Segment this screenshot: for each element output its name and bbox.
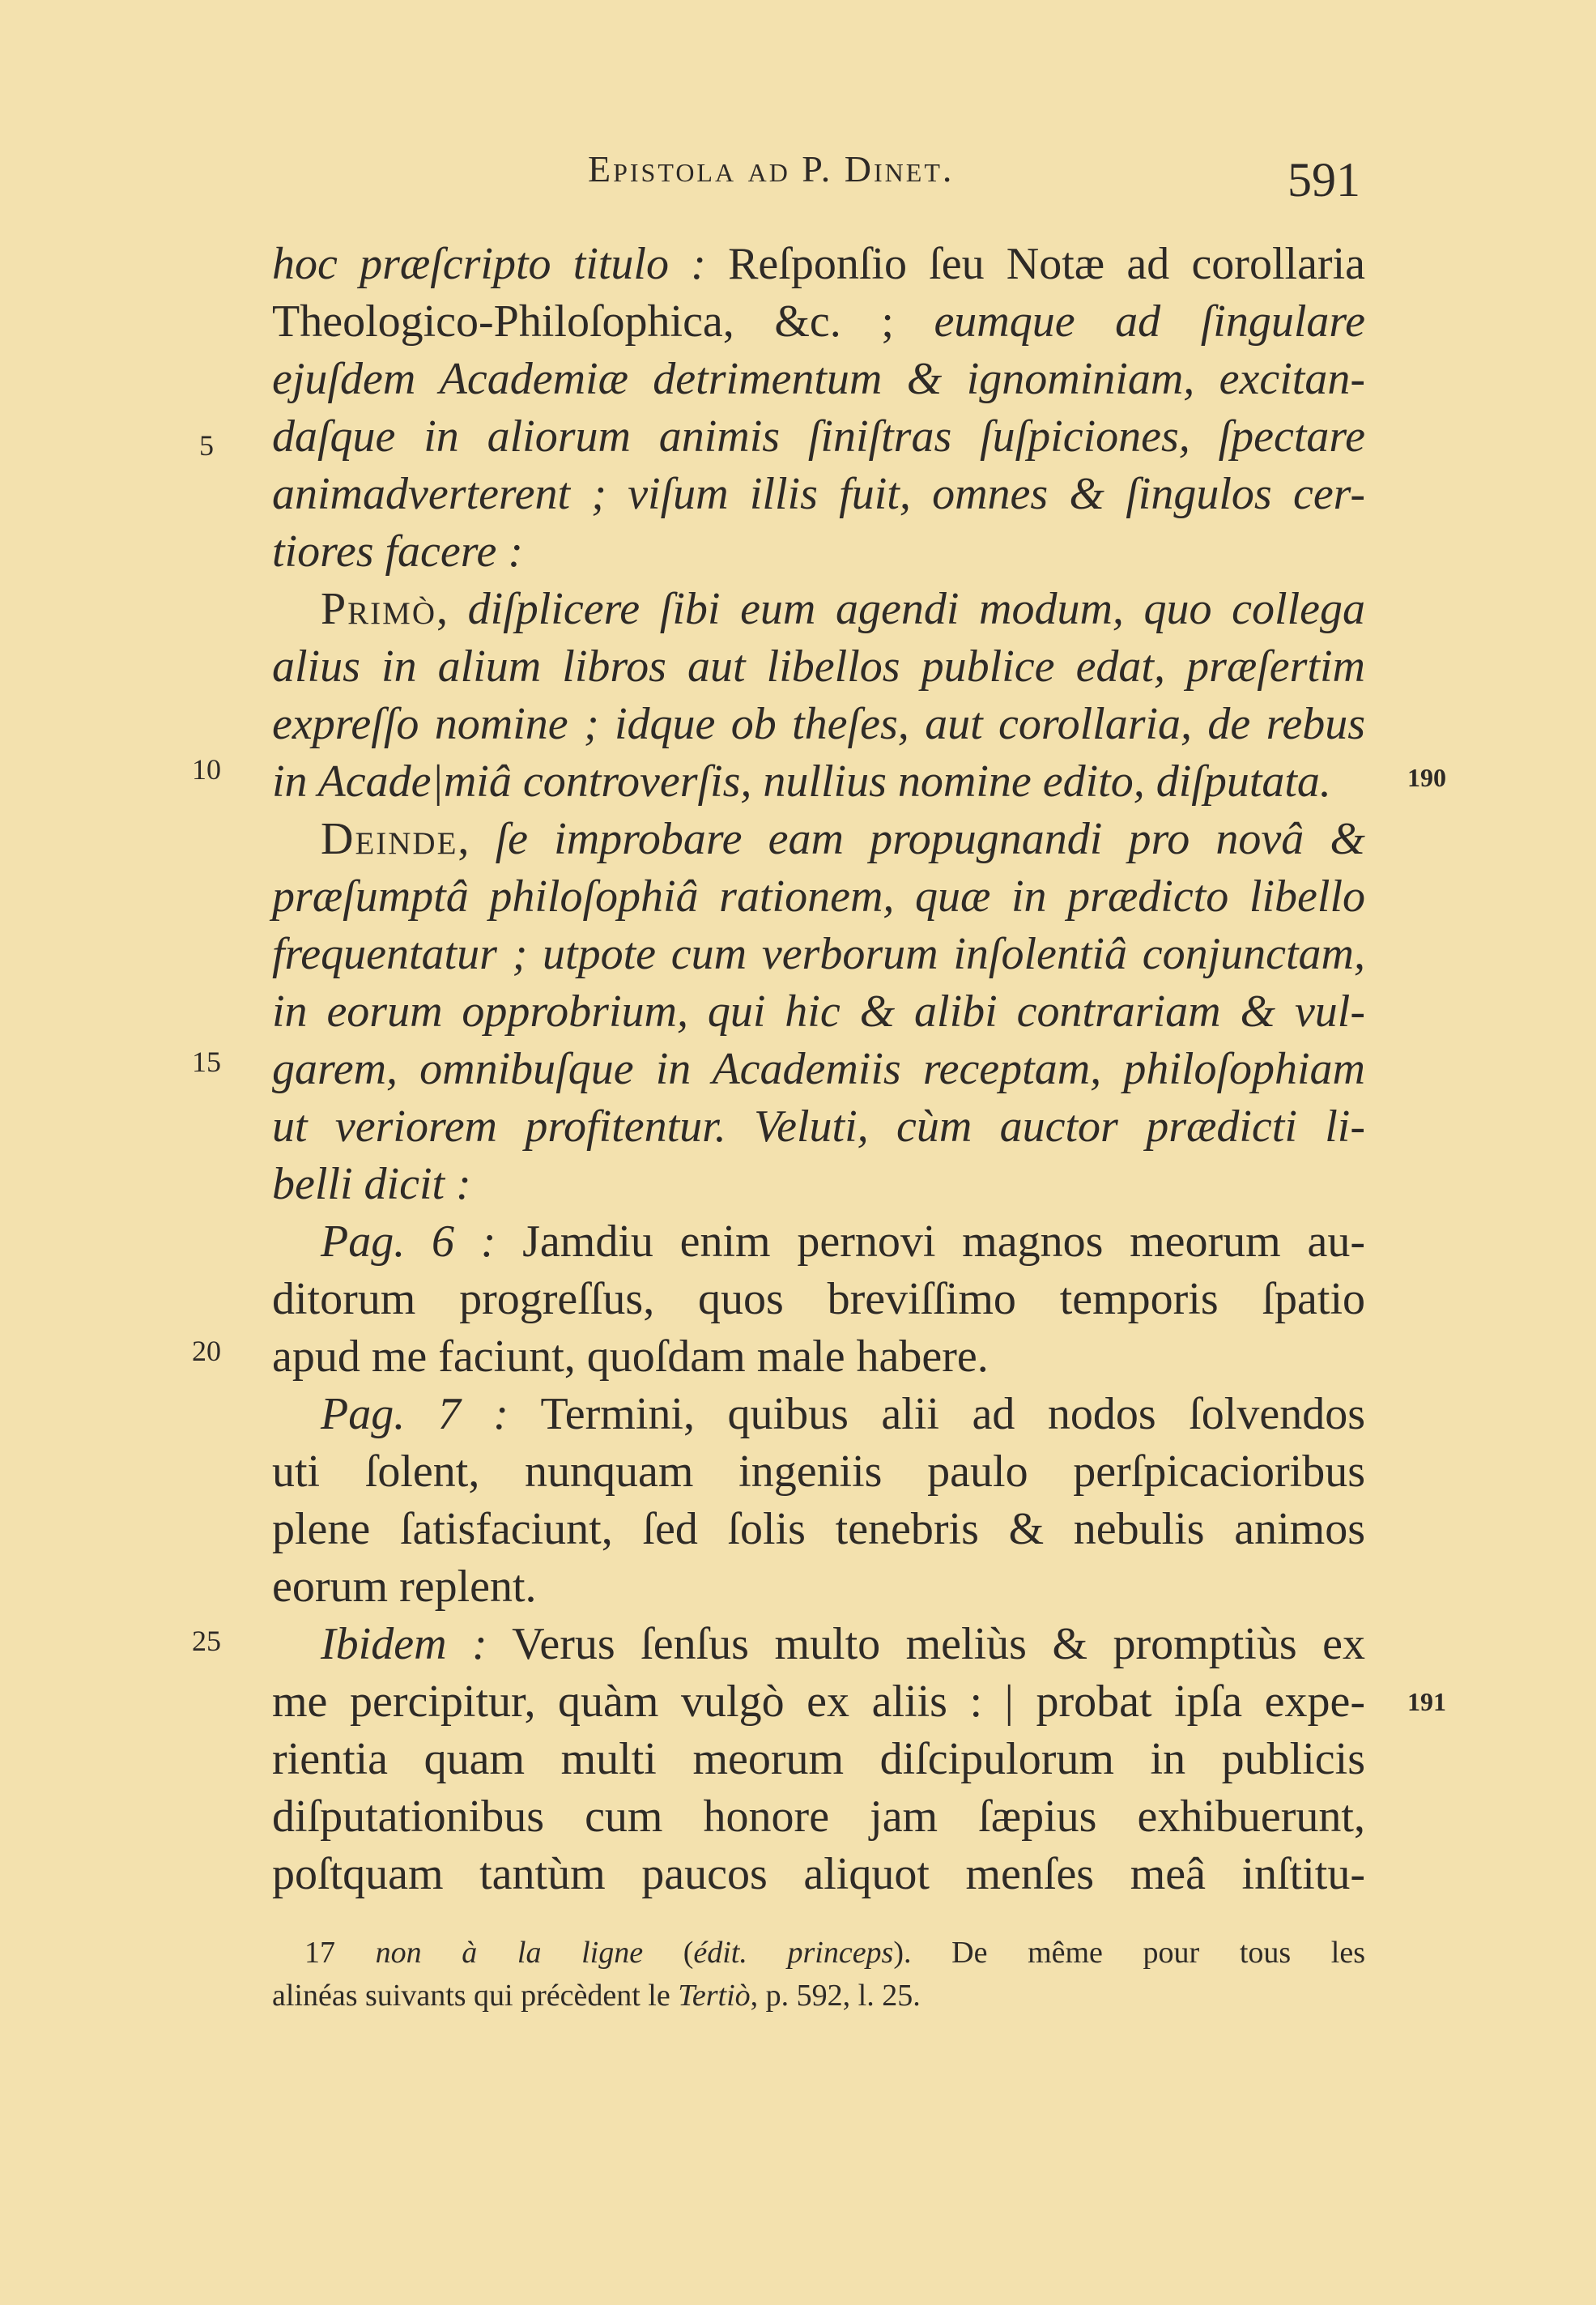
text-run: Termini, quibus alii ad nodos ſolvendos	[508, 1389, 1365, 1439]
text-line	[321, 1615, 1365, 1673]
line-number: 20	[192, 1335, 221, 1367]
footnote-line	[272, 1975, 1365, 2017]
margin-reference: 190	[1407, 763, 1446, 792]
text-line	[272, 1730, 1365, 1788]
text-run: Reſponſio ſeu Notæ ad corollaria	[705, 239, 1365, 289]
line-number: 5	[199, 429, 214, 462]
text-run: non à la ligne	[375, 1936, 644, 1970]
text-run: in eorum opprobrium, qui hic & alibi contrariam & vul-	[272, 986, 1365, 1037]
text-run: animadverterent ; viſum illis fuit, omnes & ſingulos cer-	[272, 469, 1365, 519]
text-line	[272, 1097, 1365, 1156]
text-line	[272, 1672, 1365, 1731]
text-line	[321, 1212, 1365, 1271]
text-line	[321, 1385, 1365, 1443]
text-run: rientia quam multi meorum diſcipulorum in publicis	[272, 1734, 1365, 1784]
text-run: in Acade|miâ controverſis, nullius nomine edito, diſputata.	[272, 756, 1331, 807]
text-run: diſplicere ſibi eum agendi modum, quo collega	[467, 584, 1365, 634]
text-run: eumque ad ſingulare	[934, 296, 1365, 347]
text-run: Pag. 6 :	[321, 1216, 496, 1267]
text-line	[272, 1270, 1365, 1328]
text-run: ut veriorem profitentur. Veluti, cùm auctor prædicti li-	[272, 1101, 1365, 1152]
text-line	[272, 235, 1365, 293]
text-line	[272, 1327, 1365, 1386]
running-title: Epistola ad P. Dinet.	[588, 148, 955, 190]
text-run: ſe improbare eam propugnandi pro novâ &	[495, 814, 1365, 864]
text-line	[272, 695, 1365, 753]
text-run: Theologico-Philoſophica, &c. ;	[272, 296, 934, 347]
text-line	[272, 465, 1365, 523]
text-run: hoc præſcripto titulo :	[272, 239, 706, 289]
line-number: 15	[192, 1046, 221, 1078]
text-line	[272, 867, 1365, 926]
text-run: , p. 592, l. 25.	[750, 1979, 921, 2013]
text-run: daſque in aliorum animis ſiniſtras ſuſpiciones, ſpectare	[272, 411, 1365, 462]
text-run: ,	[436, 584, 468, 634]
text-line	[272, 1442, 1365, 1501]
text-line	[272, 925, 1365, 983]
footnote-line	[304, 1932, 1365, 1974]
text-run: Tertiò	[678, 1979, 751, 2013]
text-run: diſputationibus cum honore jam ſæpius exhibuerunt,	[272, 1792, 1365, 1842]
text-line	[272, 522, 1365, 581]
text-run: eorum replent.	[272, 1562, 537, 1612]
text-line	[272, 1500, 1365, 1558]
text-run: poſtquam tantùm paucos aliquot menſes meâ inſtitu-	[272, 1849, 1365, 1899]
text-line	[272, 1155, 1365, 1213]
text-run: Verus ſenſus multo meliùs & promptiùs ex	[487, 1619, 1365, 1669]
text-line	[272, 982, 1365, 1041]
text-run: Pag. 7 :	[321, 1389, 509, 1439]
text-run: (	[643, 1936, 694, 1970]
page-number: 591	[1287, 153, 1360, 207]
text-run: Jamdiu enim pernovi magnos meorum au-	[496, 1216, 1365, 1267]
text-run: apud me faciunt, quoſdam male habere.	[272, 1331, 989, 1382]
line-number: 10	[192, 753, 221, 786]
text-run: 17	[304, 1936, 376, 1970]
text-run: uti ſolent, nunquam ingeniis paulo perſpicacioribus	[272, 1446, 1365, 1497]
text-line	[272, 1557, 1365, 1616]
text-run: belli dicit :	[272, 1159, 471, 1209]
text-run: édit. princeps	[693, 1936, 894, 1970]
text-line	[272, 1040, 1365, 1098]
text-line	[272, 637, 1365, 696]
text-line	[272, 1845, 1365, 1903]
text-line	[272, 292, 1365, 351]
text-run: expreſſo nomine ; idque ob theſes, aut corollaria, de rebus	[272, 699, 1365, 749]
text-run: Primò	[321, 584, 436, 634]
text-run: Ibidem :	[321, 1619, 487, 1669]
text-run: tiores facere :	[272, 526, 523, 577]
text-run: garem, omnibuſque in Academiis receptam, philoſophiam	[272, 1044, 1365, 1094]
text-line	[321, 580, 1365, 638]
text-line	[321, 810, 1365, 868]
text-run: ). De même pour tous les	[893, 1936, 1366, 1970]
text-run: alius in alium libros aut libellos publice edat, præſertim	[272, 641, 1365, 692]
text-run: me percipitur, quàm vulgò ex aliis : | probat ipſa expe-	[272, 1677, 1365, 1727]
text-run: ejuſdem Academiæ detrimentum & ignominiam, excitan-	[272, 354, 1365, 404]
line-number: 25	[192, 1625, 221, 1657]
text-run: præſumptâ philoſophiâ rationem, quæ in prædicto libello	[272, 871, 1365, 922]
text-line	[272, 1787, 1365, 1846]
text-line	[272, 350, 1365, 408]
text-run: alinéas suivants qui précèdent le	[272, 1979, 679, 2013]
margin-reference: 191	[1407, 1687, 1446, 1716]
text-run: ditorum progreſſus, quos breviſſimo temporis ſpatio	[272, 1274, 1365, 1324]
text-line	[272, 752, 1365, 811]
text-run: Deinde	[321, 814, 458, 864]
text-run: plene ſatisfaciunt, ſed ſolis tenebris & nebulis animos	[272, 1504, 1365, 1554]
text-line	[272, 407, 1365, 466]
text-run: frequentatur ; utpote cum verborum inſolentiâ conjunctam,	[272, 929, 1365, 979]
text-run: ,	[458, 814, 496, 864]
